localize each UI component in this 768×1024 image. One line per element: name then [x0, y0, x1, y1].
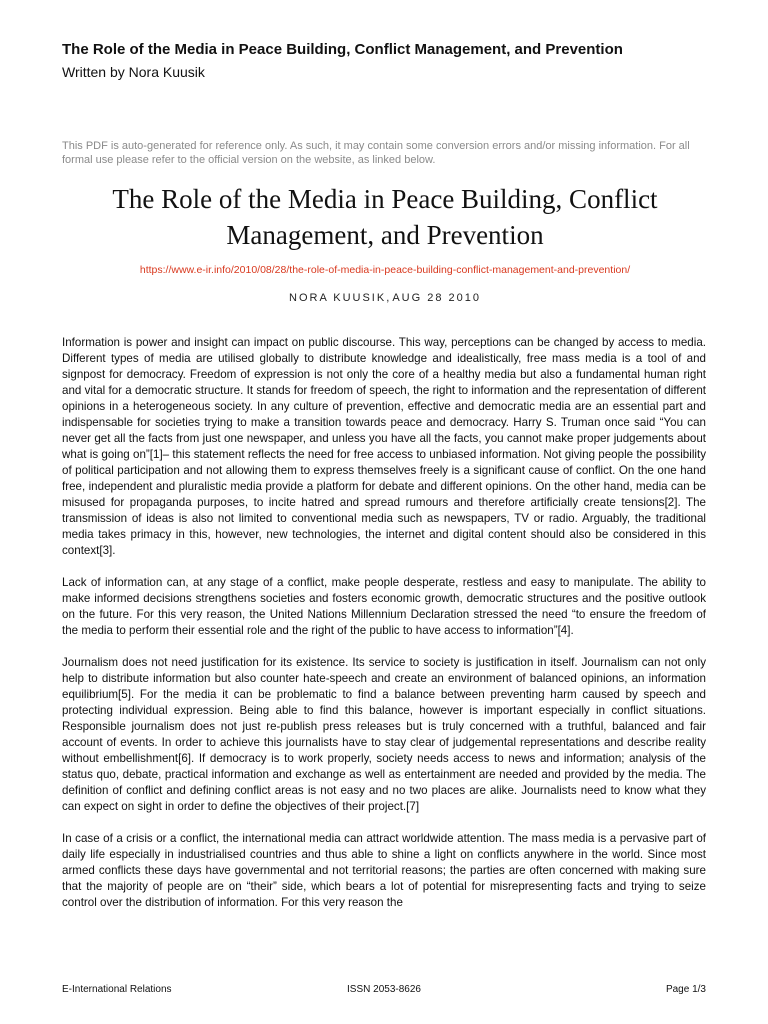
byline-date: AUG 28 2010 — [392, 292, 481, 304]
body-paragraph: Information is power and insight can impact on public discourse. This way, perceptions can be changed by access to media. Different types of media are utilised globally to distribute knowledge and idealistically, free mass media is a tool of and signpost for democracy. Freedom of expression is not only the core of a healthy media but also a fundamental human right and vital for a democratic structure. It stands for freedom of speech, the right to information and the representation of different opinions in a heterogeneous society. In any culture of prevention, effective and democratic media are an essential part and indispensable for societies trying to make a transition towards peace and democracy. Harry S. Truman once said “You can never get all the facts from just one newspaper, and unless you have all the facts, you cannot make proper judgements about what is going on”[1]– this statement reflects the need for free access to unbiased information. Not giving people the possibility of political participation and not allowing them to express themselves freely is a significant cause of conflict. On the one hand free, independent and pluralistic media provide a platform for debate and different opinions. On the other hand, media can be misused for propaganda purposes, to incite hatred and spread rumours and therefore artificially create tensions[2]. The transmission of ideas is also not limited to conventional media such as newspapers, TV or radio. Arguably, the traditional media takes primacy in this, however, new technologies, the internet and digital content should also be considered in this context[3]. — [62, 336, 706, 557]
header-author: Written by Nora Kuusik — [62, 64, 205, 80]
article-body — [62, 335, 706, 927]
body-paragraph: In case of a crisis or a conflict, the international media can attract worldwide attention. The mass media is a pervasive part of daily life especially in industrialised countries and thus able to shine a light on conflicts anywhere in the world. Since most armed conflicts these days have governmental and not territorial reasons; the parties are often concerned with making sure that the majority of people are on “their” side, which bears a lot of potential for misrepresenting facts and trying to seize control over the distribution of information. For this very reason the — [62, 832, 706, 909]
page-footer — [62, 983, 706, 997]
footer-page-number: Page 1/3 — [665, 984, 706, 995]
byline-author: NORA KUUSIK — [289, 292, 387, 304]
header-title: The Role of the Media in Peace Building, Conflict Management, and Prevention — [62, 41, 623, 58]
body-paragraph: Lack of information can, at any stage of a conflict, make people desperate, restless and easy to manipulate. The ability to make informed decisions strengthens societies and fosters economic growth, democratic structures and the positive outlook on the future. For this very reason, the United Nations Millennium Declaration stressed the need “to ensure the freedom of the media to perform their essential role and the right of the public to have access to information”[4]. — [62, 576, 706, 637]
article-title: The Role of the Media in Peace Building, Conflict Management, and Prevention — [112, 184, 658, 250]
byline: NORA KUUSIK, AUG 28 2010 — [289, 292, 481, 304]
page-header — [62, 40, 712, 82]
footer-publisher: E-International Relations — [62, 984, 172, 995]
body-paragraph: Journalism does not need justification for its existence. Its service to society is justification in itself. Journalism can not only help to distribute information but also counter hate-speech and create an environment of balanced opinions, an information equilibrium[5]. For the media it can be problematic to find a balance between preventing harm caused by speech and protecting individual expression. Being able to find this balance, however is important especially in conflict situations. Responsible journalism does not just re-publish press releases but is truly concerned with a truthful, balanced and fair account of events. In order to achieve this journalists have to stay clear of judgemental representations and describe reality without embellishment[6]. If democracy is to work properly, society needs access to news and information; analysis of the status quo, debate, practical information and exchange as well as entertainment are needed and provided by the media. The definition of conflict and defining conflict areas is not easy and no two places are alike. Journalists need to know what they can expect on sight in order to define the objectives of their project.[7] — [62, 656, 706, 813]
source-url-link[interactable]: https://www.e-ir.info/2010/08/28/the-role-of-media-in-peace-building-conflict-management-and-prevention/ — [139, 264, 631, 276]
footer-issn: ISSN 2053-8626 — [347, 984, 421, 995]
disclaimer-text: This PDF is auto-generated for reference only. As such, it may contain some conversion errors and/or missing information. For all formal use please refer to the official version on the website, as linked below. — [62, 140, 690, 166]
